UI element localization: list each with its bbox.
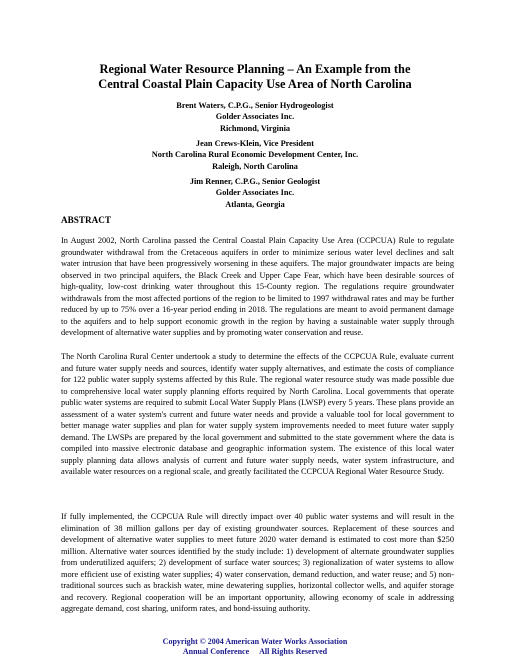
author-name: Jean Crews-Klein, Vice President	[195, 139, 315, 148]
author-organization: Golder Associates Inc.	[215, 112, 295, 122]
title-line-1: Regional Water Resource Planning – An Example from the	[99, 62, 411, 76]
abstract-paragraph-1: In August 2002, North Carolina passed the Central Coastal Plain Capacity Use Area (CCPCUA) Rule to regulate groundwater withdrawal from the Cretaceous aquifers in order to minimize serious water level declines and salt water intrusion that have been progressively worsening in these aquifers. The major groundwater impacts are being observed in two principal aquifers, the Black Creek and Upper Cape Fear, which have been desirable sources of high-quality, low-cost drinking water throughout this 15-County region. The regulations require groundwater withdrawals from the most affected portions of the region to be limited to 1997 withdrawal rates and may be further reduced by up to 75% over a 16-year period ending in 2018. The regulations are meant to avoid permanent damage to the aquifers and to help support economic growth in the region by having a sustainable water supply through development of alternative water supplies and by promoting water conservation and reuse.	[61, 236, 454, 337]
author-block-3	[0, 176, 510, 210]
author-location: Richmond, Virginia	[219, 123, 291, 133]
author-organization: Golder Associates Inc.	[215, 188, 295, 198]
footer-rights: All Rights Reserved	[259, 647, 328, 656]
abstract-paragraph-2: The North Carolina Rural Center undertook a study to determine the effects of the CCPCUA Rule, evaluate current and future water supply needs and sources, identify water supply alternatives, and estimate the costs of compliance for 122 public water supply systems affected by this Rule. The regional water resource study was made possible due to comprehensive local water supply planning efforts required by North Carolina. Local governments that operate public water systems are required to submit Local Water Supply Plans (LWSP) every 5 years. These plans provide an assessment of a water system's current and future water needs and provide a valuable tool for local government to better manage water supplies and plan for water supply system improvements needed to meet future water supply demand. The LWSPs are prepared by the local government and submitted to the state government where the data is compiled into massive electronic database and geographic information system. The existence of this local water supply planning data allows analysis of current and future water supply needs, water system infrastructure, and available water resources on a regional scale, and greatly facilitated the CCPCUA Regional Water Resource Study.	[61, 352, 454, 476]
paper-title	[0, 62, 510, 92]
author-block-2	[0, 138, 510, 172]
abstract-heading: ABSTRACT	[61, 215, 112, 225]
title-line-2: Central Coastal Plain Capacity Use Area of North Carolina	[98, 77, 412, 91]
author-organization: North Carolina Rural Economic Development Center, Inc.	[151, 150, 359, 160]
author-name: Jim Renner, C.P.G., Senior Geologist	[189, 177, 321, 186]
footer-copyright: Copyright © 2004 American Water Works Association	[162, 637, 348, 646]
author-location: Atlanta, Georgia	[225, 199, 285, 209]
footer-conference-line	[0, 647, 510, 657]
page-footer	[0, 637, 510, 657]
author-location: Raleigh, North Carolina	[212, 161, 298, 171]
author-block-1	[0, 100, 510, 134]
author-name: Brent Waters, C.P.G., Senior Hydrogeologist	[176, 101, 334, 110]
abstract-paragraph-3: If fully implemented, the CCPCUA Rule will directly impact over 40 public water systems and will result in the elimination of 38 million gallons per day of existing groundwater sources. Replacement of these sources and development of alternative water supplies to meet future 2020 water demand is estimated to cost more than $250 million. Alternative water sources identified by the study include: 1) development of alternate groundwater supplies from underutilized aquifers; 2) development of surface water sources; 3) regionalization of water systems to allow more efficient use of existing water supplies; 4) water conservation, demand reduction, and water reuse; and 5) non-traditional sources such as brackish water, mine dewatering supplies, horizontal collector wells, and aquifer storage and recovery. Regional cooperation will be an important opportunity, allowing economy of scale in addressing aggregate demand, cost sharing, uniform rates, and bond-issuing authority.	[61, 512, 454, 613]
footer-conference: Annual Conference	[182, 647, 250, 656]
